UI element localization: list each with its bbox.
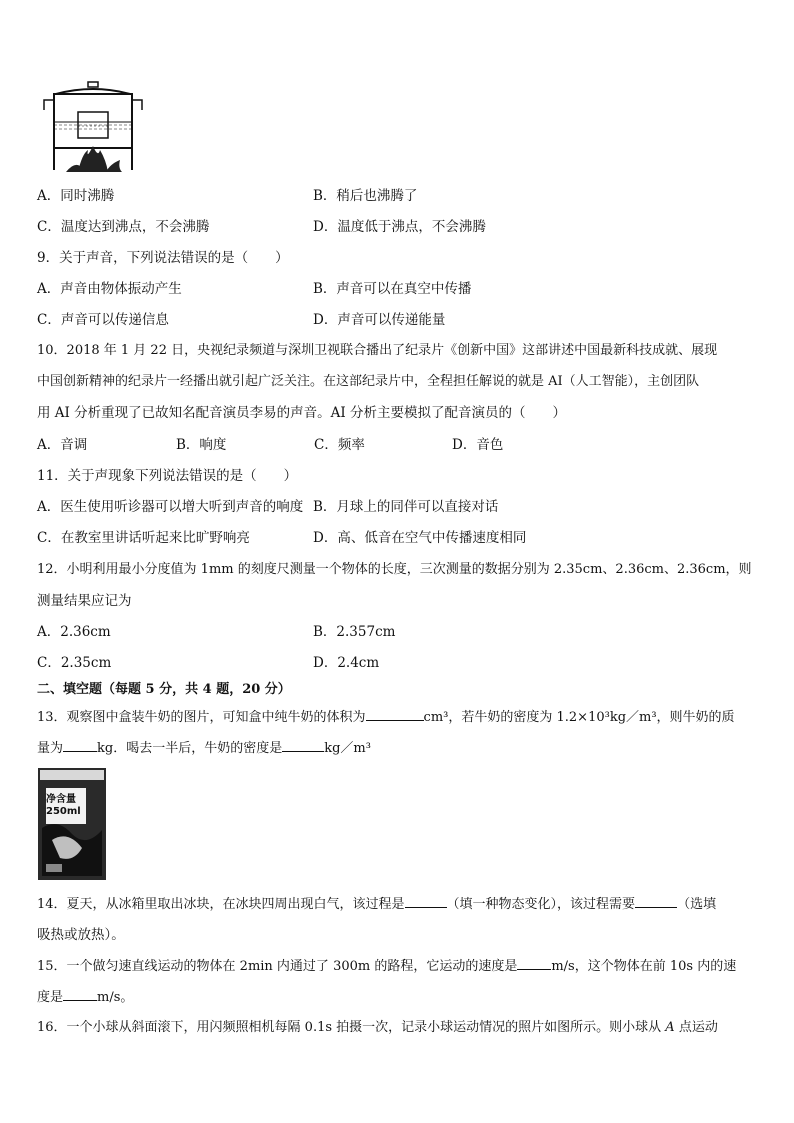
q12-option-d: D．2.4cm — [313, 655, 380, 671]
q12-option-c: C．2.35cm — [37, 655, 112, 671]
q9-option-c: C．声音可以传递信息 — [37, 312, 169, 328]
milk-box-volume: 250ml — [46, 806, 81, 817]
q12-option-a: A．2.36cm — [37, 624, 111, 640]
q16-line-1 — [37, 1019, 759, 1037]
q10-line-2: 中国创新精神的纪录片一经播出就引起广泛关注。在这部纪录片中，全程担任解说的就是 AI（人工智能），主创团队 — [37, 374, 700, 389]
q15-text-c: 度是 — [37, 990, 64, 1005]
q14-text-a: 14．夏天，从冰箱里取出冰块，在冰块四周出现白气，该过程是 — [37, 897, 405, 912]
q13-text-c: 量为 — [37, 741, 64, 756]
q8-option-c: C．温度达到沸点，不会沸腾 — [37, 219, 210, 235]
q13-text-a: 13．观察图中盒装牛奶的图片，可知盒中纯牛奶的体积为 — [37, 710, 366, 725]
q14-line-2: 吸热或放热）。 — [37, 927, 125, 943]
q10-option-b: B．响度 — [176, 437, 227, 453]
q15-text-a: 15．一个做匀速直线运动的物体在 2min 内通过了 300m 的路程，它运动的速度是 — [37, 959, 518, 974]
q14-blank-change[interactable] — [405, 895, 447, 908]
q11-option-b: B．月球上的同伴可以直接对话 — [313, 499, 499, 515]
q11-option-d: D．高、低音在空气中传播速度相同 — [313, 530, 527, 546]
q13-text-d: kg．喝去一半后，牛奶的密度是 — [97, 741, 283, 756]
q11-option-c: C．在教室里讲话听起来比旷野响亮 — [37, 530, 250, 546]
q10-option-d: D．音色 — [452, 437, 504, 453]
section-title: 二、填空题（每题 5 分，共 4 题，20 分） — [37, 682, 291, 697]
q14-line-1 — [37, 895, 759, 914]
q9-stem: 9．关于声音，下列说法错误的是（ ） — [37, 250, 289, 266]
q15-blank-speed[interactable] — [517, 957, 551, 970]
q12-line-2: 测量结果应记为 — [37, 593, 132, 609]
q13-blank-mass[interactable] — [63, 739, 97, 752]
q11-option-a: A．医生使用听诊器可以增大听到声音的响度 — [37, 499, 304, 515]
q13-text-b: cm³，若牛奶的密度为 1.2×10³kg／m³，则牛奶的质 — [423, 710, 735, 725]
q9-option-d: D．声音可以传递能量 — [313, 312, 446, 328]
q16-point-a: A — [665, 1020, 675, 1035]
q15-line-1 — [37, 957, 759, 976]
q13-blank-volume[interactable] — [366, 708, 424, 721]
q14-blank-heat[interactable] — [635, 895, 677, 908]
q13-line-1 — [37, 708, 759, 727]
q16-text-b: 点运动 — [674, 1020, 718, 1035]
q8-option-d: D．温度低于沸点，不会沸腾 — [313, 219, 486, 235]
q8-option-a: A．同时沸腾 — [37, 188, 115, 204]
q13-line-2 — [37, 739, 759, 758]
q10-option-c: C．频率 — [314, 437, 365, 453]
q8-option-b: B．稍后也沸腾了 — [313, 188, 418, 204]
q11-stem: 11．关于声现象下列说法错误的是（ ） — [37, 468, 298, 484]
q13-text-e: kg／m³ — [324, 741, 371, 756]
milk-box-figure — [38, 768, 106, 880]
q15-text-b: m/s，这个物体在前 10s 内的速 — [551, 959, 737, 974]
q15-blank-speed-10s[interactable] — [63, 988, 97, 1001]
q12-line-1: 12．小明利用最小分度值为 1mm 的刻度尺测量一个物体的长度，三次测量的数据分别为 2.35cm、2.36cm、2.36cm，则 — [37, 562, 752, 577]
q13-blank-density[interactable] — [282, 739, 324, 752]
boiling-pot-figure — [38, 80, 150, 176]
q15-text-d: m/s。 — [97, 990, 134, 1005]
q10-line-3: 用 AI 分析重现了已故知名配音演员李易的声音。AI 分析主要模拟了配音演员的（ ） — [37, 405, 567, 421]
q16-text-a: 16．一个小球从斜面滚下，用闪频照相机每隔 0.1s 拍摄一次，记录小球运动情况的照片如图所示。则小球从 — [37, 1020, 666, 1035]
q14-text-c: （选填 — [677, 897, 717, 912]
q15-line-2 — [37, 988, 759, 1007]
q10-option-a: A．音调 — [37, 437, 88, 453]
q12-option-b: B．2.357cm — [313, 624, 396, 640]
q10-line-1: 10．2018 年 1 月 22 日，央视纪录频道与深圳卫视联合播出了纪录片《创新中国》这部讲述中国最新科技成就、展现 — [37, 343, 718, 358]
q14-text-b: （填一种物态变化），该过程需要 — [446, 897, 636, 912]
q9-option-b: B．声音可以在真空中传播 — [313, 281, 472, 297]
q9-option-a: A．声音由物体振动产生 — [37, 281, 182, 297]
milk-box-label: 净含量 — [46, 794, 76, 805]
